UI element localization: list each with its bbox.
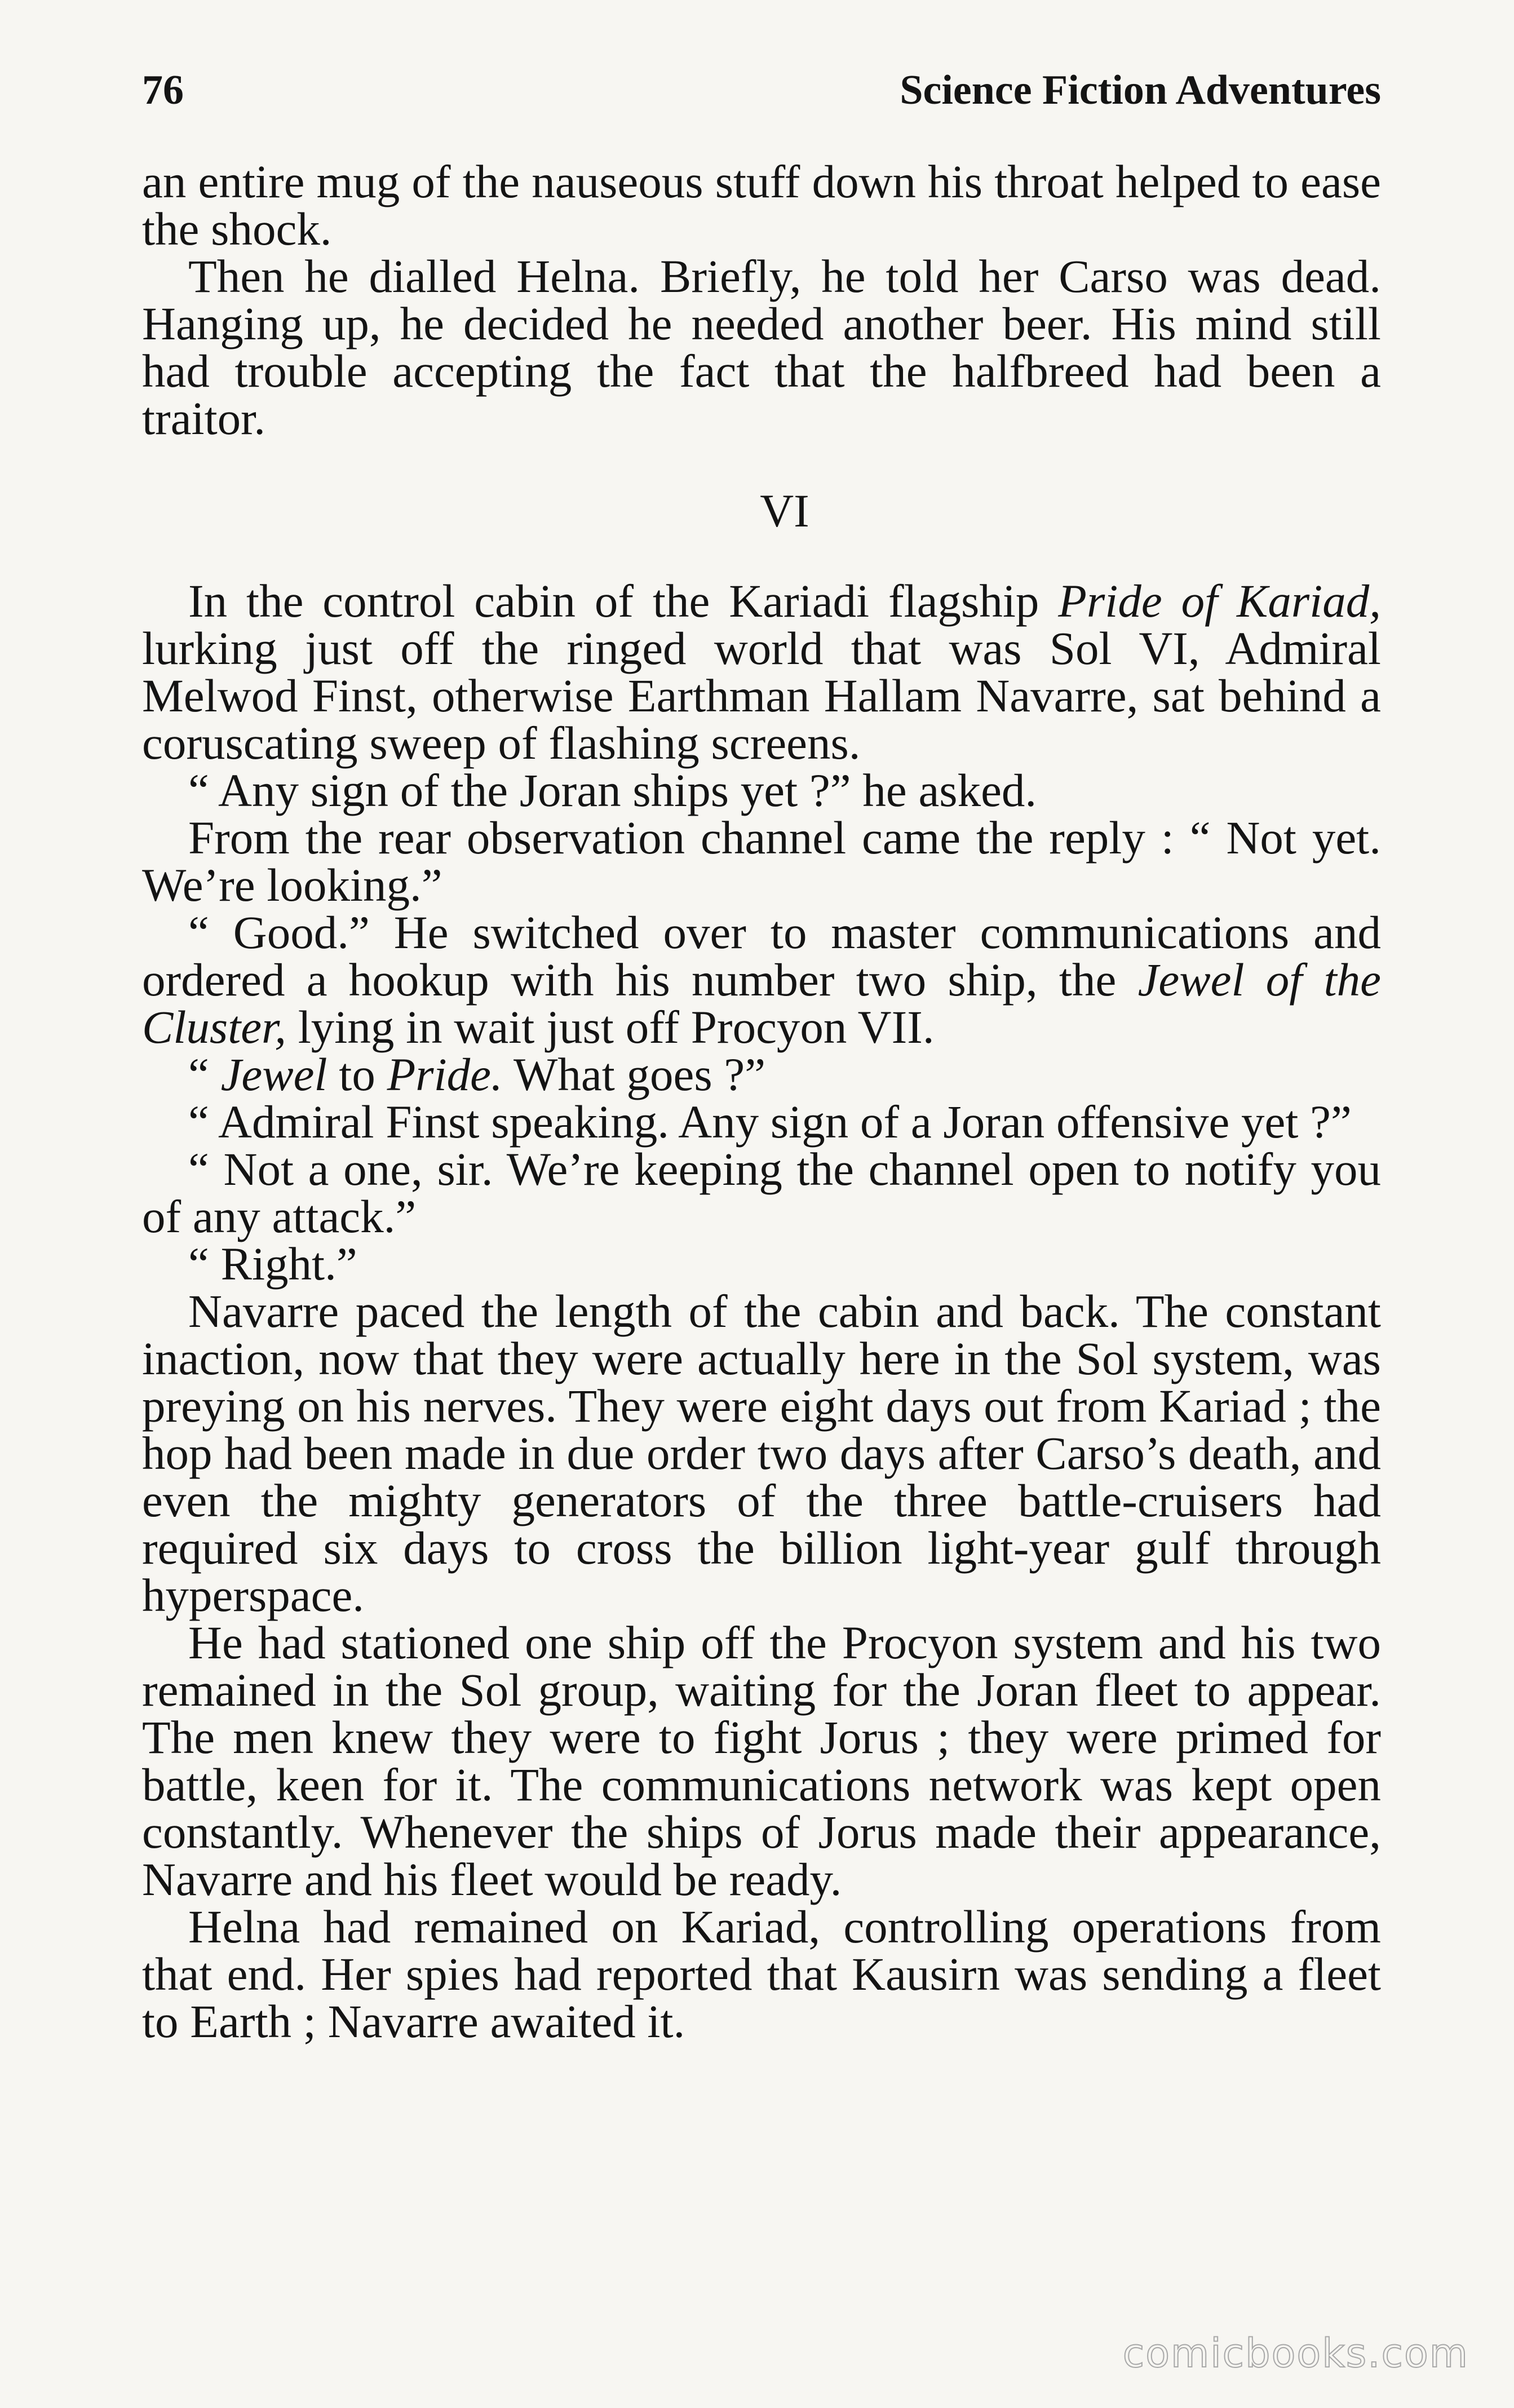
running-title: Science Fiction Adventures bbox=[900, 67, 1381, 113]
ship-name: Jewel of the Cluster, bbox=[142, 954, 1381, 1053]
paragraph: “ Right.” bbox=[188, 1238, 357, 1290]
paragraph: Helna had remained on Kariad, controlling operations from that end. Her spies had reported that Kausirn was sending a fleet to Earth ; Navarre awaited it. bbox=[142, 1901, 1381, 2047]
text-run: lying in wait just off Procyon VII. bbox=[286, 1001, 935, 1053]
text-run: In the control cabin of the Kariadi flagship bbox=[188, 575, 1059, 627]
paragraph: Then he dialled Helna. Briefly, he told her Carso was dead. Hanging up, he decided he needed another beer. His mind still had trouble accepting the fact that the halfbreed had been a traitor. bbox=[142, 250, 1381, 444]
text-run: What goes ?” bbox=[502, 1048, 766, 1100]
paragraph: “ Any sign of the Joran ships yet ?” he asked. bbox=[188, 764, 1037, 816]
text-run: “ bbox=[188, 1048, 221, 1100]
text-run: lurking just off the ringed world that was Sol VI, Admiral Melwod Finst, otherwise Earthman Hallam Navarre, sat behind a coruscating sweep of flashing screens. bbox=[142, 622, 1381, 769]
paragraph: He had stationed one ship off the Procyon system and his two remained in the Sol group, waiting for the Joran fleet to appear. The men knew they were to fight Jorus ; they were primed for battle, keen for it. The communications network was kept open constantly. Whenever the ships of Jorus made their appearance, Navarre and his fleet would be ready. bbox=[142, 1617, 1381, 1905]
paragraph: “ Admiral Finst speaking. Any sign of a Joran offensive yet ?” bbox=[188, 1096, 1352, 1148]
paragraph: an entire mug of the nauseous stuff down his throat helped to ease the shock. bbox=[142, 156, 1381, 255]
text-run: “ Good.” He switched over to master communications and ordered a hookup with his number two ship, the bbox=[142, 906, 1381, 1006]
page-number: 76 bbox=[142, 67, 184, 113]
body-text bbox=[142, 158, 1381, 2045]
ship-name: Jewel bbox=[220, 1048, 327, 1100]
paragraph: “ Not a one, sir. We’re keeping the channel open to notify you of any attack.” bbox=[142, 1143, 1381, 1242]
watermark: comicbooks.com bbox=[1122, 2330, 1469, 2376]
text-run: to bbox=[327, 1048, 387, 1100]
paragraph bbox=[142, 906, 1381, 1053]
section-heading: VI bbox=[760, 485, 809, 537]
paragraph bbox=[142, 577, 1381, 767]
paragraph: Navarre paced the length of the cabin and back. The constant inaction, now that they were actually here in the Sol system, was preying on his nerves. They were eight days out from Kariad ; the hop had been made in due order two days after Carso’s death, and even the mighty generators of the three battle-cruisers had required six days to cross the billion light-year gulf through hyperspace. bbox=[142, 1285, 1381, 1621]
paragraph bbox=[142, 1048, 1381, 1100]
paragraph: From the rear observation channel came the reply : “ Not yet. We’re looking.” bbox=[142, 812, 1381, 911]
page-header bbox=[142, 67, 1381, 129]
ship-name: Pride of Kariad, bbox=[1058, 575, 1381, 627]
ship-name: Pride. bbox=[387, 1048, 503, 1100]
